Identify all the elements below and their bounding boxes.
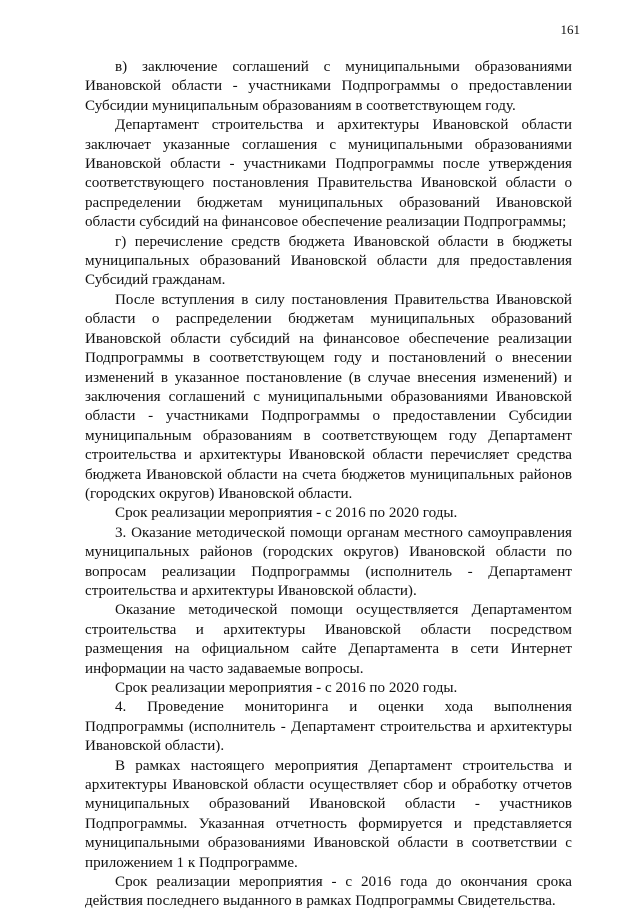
paragraph-4: После вступления в силу постановления Правительства Ивановской области о распределении бюджетам муниципальных образований Ивановской области субсидий на финансовое обеспечение реализации Подпрограммы в соответствующем году и постановлений о внесении изменений в указанное постановление (в случае внесения изменений) и заключения соглашений с муниципальными образованиями Ивановской области - участниками Подпрограммы о предоставлении Субсидии муниципальным образованиям в соответствующем году Департамент строительства и архитектуры Ивановской области перечисляет средства бюджета Ивановской области на счета бюджетов муниципальных районов (городских округов) Ивановской области. <box>85 291 572 502</box>
paragraph-7: Оказание методической помощи осуществляется Департаментом строительства и архитектуры Ивановской области посредством размещения на официальном сайте Департамента в сети Интернет информации на часто задаваемые вопросы. <box>85 602 572 677</box>
paragraph-5: Срок реализации мероприятия - с 2016 по 2020 годы. <box>115 505 458 522</box>
paragraph-10: В рамках настоящего мероприятия Департамент строительства и архитектуры Ивановской области осуществляет сбор и обработку отчетов муниципальных образований Ивановской области - участников Подпрограммы. Указанная отчетность формируется и представляется муниципальными образованиями Ивановской области в соответствии с приложением 1 к Подпрограмме. <box>85 757 572 871</box>
paragraph-9: 4. Проведение мониторинга и оценки хода выполнения Подпрограммы (исполнитель - Департамент строительства и архитектуры Ивановской области). <box>85 699 572 755</box>
paragraph-11: Срок реализации мероприятия - с 2016 года до окончания срока действия последнего выданного в рамках Подпрограммы Свидетельства. <box>85 874 572 910</box>
page-number: 161 <box>560 22 580 37</box>
paragraph-6: 3. Оказание методической помощи органам местного самоуправления муниципальных районов (городских округов) Ивановской области по вопросам реализации Подпрограммы (исполнитель - Департамент строительства и архитектуры Ивановской области). <box>85 524 572 599</box>
paragraph-3: г) перечисление средств бюджета Ивановской области в бюджеты муниципальных образований Ивановской области для предоставления Субсидий гражданам. <box>85 233 572 289</box>
document-body <box>85 58 572 912</box>
paragraph-2: Департамент строительства и архитектуры Ивановской области заключает указанные соглашения с муниципальными образованиями Ивановской области - участниками Подпрограммы после утверждения соответствующего постановления Правительства Ивановской области о распределении бюджетам муниципальных образований Ивановской области субсидий на финансовое обеспечение реализации Подпрограммы; <box>85 117 572 231</box>
paragraph-1: в) заключение соглашений с муниципальными образованиями Ивановской области - участниками Подпрограммы о предоставлении Субсидии муниципальным образованиям в соответствующем году. <box>85 59 572 114</box>
paragraph-8: Срок реализации мероприятия - с 2016 по 2020 годы. <box>115 680 458 696</box>
